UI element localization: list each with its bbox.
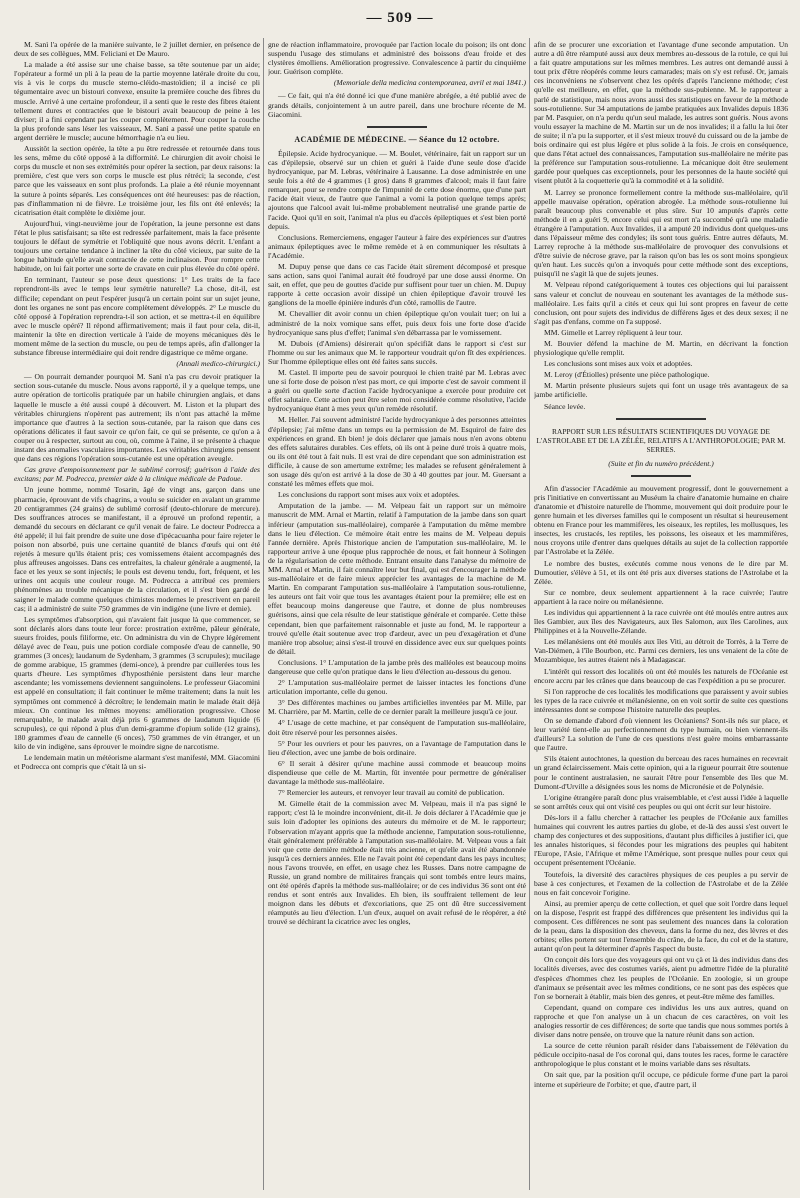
paragraph: L'intérêt qui ressort des localités où ont été moulés les naturels de l'Océanie est encore accru par les crânes que dans beaucoup de cas l'expédition a pu se procurer.	[534, 666, 788, 685]
paragraph: M. Dupuy pense que dans ce cas l'acide était sûrement décomposé et presque sans action, sans quoi l'animal aurait été foudroyé par une dose aussi énorme. On sait, en effet, que peu de gouttes d'acide pur suffisent pour tuer un chien. M. Dupuy rapporte à cette occasion avoir dissipé un chien épileptique d'avoir trouvé les ganglions de la moelle épinière indurés d'un côté, ramollis de l'autre.	[268, 261, 526, 308]
paragraph: M. Dubois (d'Amiens) désirerait qu'on spécifiât dans le rapport si c'est sur l'homme ou sur les animaux que M. le rapporteur voudrait qu'on fît des expériences. Sur l'homme épileptique elles ont été faites sans succès.	[268, 338, 526, 366]
paragraph: Les individus qui appartiennent à la race cuivrée ont été moulés entre autres aux îles Gambier, aux îles des Navigateurs, aux îles Salomon, aux îles Carolines, aux Philippines et à la Nouvelle-Zélande.	[534, 607, 788, 636]
article-title: Cas grave d'empoisonnement par le sublimé corrosif; guérison à l'aide des excitans; par M. Podrecca, premier aide à la clinique médicale de Padoue.	[14, 465, 260, 484]
paragraph: Toutefois, la diversité des caractères physiques de ces peuples a pu servir de base à ces conjectures, et l'examen de la collection de l'Astrolabe et de la Zélée nous en fait concevoir l'origine.	[534, 869, 788, 897]
section-divider	[367, 126, 427, 128]
paragraph: Sur ce nombre, deux seulement appartiennent à la race cuivrée; l'autre appartient à la race noire ou mélanésienne.	[534, 587, 788, 606]
paragraph: M. Chevallier dit avoir connu un chien épileptique qu'on voulait tuer; on lui a administré de la noix vomique sans effet, puis deux fois une forte dose d'acide hydrocyanique sans plus d'effet; l'animal s'en débarrassa par le vomissement.	[268, 309, 526, 337]
section-divider	[631, 475, 691, 477]
paragraph: afin de se procurer une excoriation et l'avantage d'une seconde amputation. Un autre a dû être réamputé aussi aux deux membres au-dessous de la rotule, ce qui lui a fait quatre amputations sur les mêmes membres. Les autres ont demandé aussi à tout prix d'être réopérés comme leurs camarades; mais on s'y est refusé. Or, jamais ces inconvéniens ne s'observent chez les opérés d'après l'ancienne méthode; c'est qu'elle est meilleure, en effet, que la méthode sus-pubienne. M. le rapporteur a parlé de statistique, mais nous avons aussi des statistiques en faveur de la méthode sous-rotulienne. Sur 34 amputations de jambe pratiquées aux Invalides depuis 1836 par M. Pasquier, on n'a perdu qu'un seul malade, les autres sont guéris. Nous avons voulu essayer la machine de M. Martin sur un de nos invalides; il a fallu la lui ôter de suite; il n'a pu la supporter, et il s'est mieux trouvé du cuissard ou de la jambe de bois ordinaire qui est plus légère et plus solide à la fois. Je crois en conséquence, que dans l'état actuel des connaissances, l'amputation sus-malléolaire ne mérite pas la préférence sur l'amputation sous-rotulienne. La mécanique doit être seulement gardée pour quelques cas exceptionnels, pour les personnes de la haute société qui visent plutôt à la coquetterie qu'à la commodité et à la solidité.	[534, 40, 788, 186]
paragraph: S'ils étaient autochtones, la question du berceau des races humaines en recevrait un grand éclaircissement. Mais cette opinion, qui a la rigueur pourrait être soutenue pour le continent australasien, ne saurait l'être pour l'ensemble des îles que M. Dumont-d'Urville a désignées sous les noms de Micronésie et de Polynésie.	[534, 754, 788, 791]
paragraph: M. Heller. J'ai souvent administré l'acide hydrocyanique à des personnes atteintes d'épilepsie; j'ai même dans un temps eu la permission de M. Esquirol de faire des expériences en grand. Eh bien! je dois déclarer que jamais nous n'en avons obtenu des effets salutaires durables. Ces effets, où ils ont à peine duré trois à quatre mois, ou ils ont été tout à fait nuls. Il est vrai de dire cependant que son administration est difficile, à cause de son amertume extrême; les malades se refusent généralement à son usage dès qu'on est arrivé à la dose de 30 à 40 gouttes par jour. M. Guersant a constaté les mêmes effets que moi.	[268, 415, 526, 489]
paragraph: Aussitôt la section opérée, la tête a pu être redressée et retournée dans tous les sens, même du côté opposé à la difformité. Le chirurgien dit avoir choisi le corps du muscle et non ses extrémités pour opérer la section, par deux raisons: la première, c'est que vers son corps le muscle est plus rétréci; la seconde, c'est parce que les vaisseaux en sont plus profonds. La plaie a été réunie moyennant la suture à points séparés. Les conséquences ont été heureuses: pas de réaction, pas d'inflammation ni de fièvre. Le troisième jour, les fils ont été enlevés; la cicatrisation était complète le dixième jour.	[14, 144, 260, 217]
paragraph: — Ce fait, qui n'a été donné ici que d'une manière abrégée, a été publié avec de grands détails, conjointement à un autre pareil, dans une brochure récente de M. Giacomini.	[268, 91, 526, 119]
paragraph: M. Leroy (d'Étiolles) présente une pièce pathologique.	[544, 370, 710, 380]
column-rule-right	[529, 38, 530, 1190]
paragraph: La source de cette réunion paraît résider dans l'abaissement de l'élévation du pédicule occipito-nasal de l'os coronal qui, dans toutes les races, forme le caractère anthropologique le plus constant et le moins variable dans ses résultats.	[534, 1041, 788, 1069]
paragraph: La malade a été assise sur une chaise basse, sa tête soutenue par un aide; l'opérateur a formé un pli à la peau de la partie moyenne latérale droite du cou, vis à vis le corps du muscle sterno-cléido-mastoïdien; il a incisé ce pli tégumentaire avec un bistouri convexe, ensuite la première couche des fibres du muscle. Arrivé à une certaine profondeur, il a senti que le reste des fibres étaient tellement dures et contractées que le bistouri avait beaucoup de peine à les diviser; il a fini cependant par les couper complètement. Pour couper la couche la plus profonde sans léser les vaisseaux, M. Sanì a passé une petite spatule en argent derrière le muscle; aucune hémorrhagie n'a eu lieu.	[14, 60, 260, 142]
paragraph: On conçoit dès lors que des voyageurs qui ont vu çà et là des individus dans des localités diverses, avec des costumes variés, aient pu admettre l'idée de la pluralité d'espèces d'hommes chez les peuples de l'Océanie. En zoologie, si un groupe d'animaux se présentait avec les mêmes conditions, ce ne sont pas des espèces que l'on se bornerait à établir, mais bien des genres, et peut-être même des familles.	[534, 955, 788, 1001]
paragraph: M. Velpeau répond catégoriquement à toutes ces objections qui lui paraissent sans valeur et conclut de nouveau en soutenant les avantages de la méthode sus-malléolaire. Les faits qu'il a cités et ceux qui lui sont propres en faveur de cette conclusion, ont pour sujets des individus de différens âges et des deux sexes; il ne s'agit pas d'enfans, comme on l'a supposé.	[534, 280, 788, 326]
paragraph: M. Gimelle était de la commission avec M. Velpeau, mais il n'a pas signé le rapport; c'est là le moindre inconvénient, dit-il. Je dois déclarer à l'Académie que je suis loin d'adopter les opinions des auteurs du mémoire et de M. le rapporteur; l'observation m'ayant appris que la méthode ancienne, l'amputation sous-rotulienne, était généralement préférable à l'amputation sus-malléolaire. M. Velpeau vous a fait voir que cette dernière méthode était très ancienne, et qu'elle avait été abandonnée jusqu'à ces derniers années. Elle ne l'avait point été cependant dans les pays incultes; nous l'avons trouvée, en effet, en usage chez les Russes. Dans notre campagne de Russie, un grand nombre de militaires français qui sont tombés entre leurs mains, ont été opérés d'après la méthode sus-malléolaire; or de ces individus 36 sont ont été rendus et sont entrés aux Invalides. Eh bien, ils souffraient tellement de leur moignon dans les débuts et d'excoriations, que 25 ont dû être successivement réamputés au lieu d'élection. L'un d'eux, auquel on avait refusé de le réopérer, a été trouvé se déchirant la cicatrice avec les ongles,	[268, 799, 526, 927]
paragraph: En terminant, l'auteur se pose deux questions: 1° Les traits de la face reprendront-ils avec le temps leur symétrie naturelle? La chose, dit-il, est difficile; cependant on peut l'espérer jusqu'à un certain point sur un sujet jeune, dont les organes ne sont pas encore complètement développés. 2° Le muscle du côté opposé à l'opération reprendra-t-il son action, et se mettra-t-il en équilibre avec le muscle opéré? Il répond affirmativement; mais il faut pour cela, dit-il, maintenir la tête en direction verticale à l'aide de moyens mécaniques dès le moment même de la section du muscle, ou peu de temps après, afin d'allonger la substance fibreuse intermédiaire qui doit rendre digastrique ce même organe.	[14, 275, 260, 358]
paragraph: Séance levée.	[544, 401, 586, 411]
column-right	[534, 40, 788, 1190]
paragraph: Ainsi, au premier aperçu de cette collection, et quel que soit l'ordre dans lequel on la dispose, l'esprit est frappé des différences que présentent les individus qui la composent. Ces différences ne sont pas seulement des nuances dans la coloration de la peau, dans la disposition des cheveux, dans la forme du nez, des lèvres et des orbites; elles portent sur tout l'ensemble du crâne, de la face, du col et de la stature, autant qu'on peut la déterminer d'après l'aspect du buste.	[534, 898, 788, 954]
paragraph: M. Castel. Il importe peu de savoir pourquoi le chien traité par M. Lebras avec une si forte dose de poison n'est pas mort, ce qui importe c'est de savoir comment il a guéri ou quelle sorte d'action l'acide hydrocyanique a exercée pour produire cet effet salutaire. Cette action peut être selon moi considérée comme résolutive, l'acide hydrocyanique étant à mes yeux qu'un remède résolutif.	[268, 368, 526, 414]
paragraph: Si l'on rapproche de ces localités les modifications que paraissent y avoir subies les types de la race cuivrée et mélanésienne, on en voit sortir de suite ces questions intéressantes dont se compose l'histoire naturelle des peuples.	[534, 686, 788, 714]
paragraph: Les conclusions sont mises aux voix et adoptées.	[544, 359, 693, 369]
source-citation: (Memoriale della medicina contemporanea, avril et mai 1841.)	[333, 78, 526, 88]
paragraph: 2° L'amputation sus-malléolaire permet de laisser intactes les fonctions d'une articulation importante, celle du genou.	[268, 678, 526, 697]
page-number: — 509 —	[366, 10, 434, 26]
column-rule-left	[263, 38, 264, 1190]
paragraph: 4° L'usage de cette machine, et par conséquent de l'amputation sus-malléolaire, doit être réservé pour les personnes aisées.	[268, 718, 526, 737]
paragraph: Dès-lors il a fallu chercher à rattacher les peuples de l'Océanie aux familles humaines qui couvrent les autres parties du globe, et de-là des aussi s'est ouvert le champ des conjectures et des suppositions, d'autant plus difficiles à justifier ici, que les annales historiques, si fécondes pour les migrations des peuples qui habitent l'Europe, l'Asie, l'Afrique et même l'Amérique, sont presque nulles pour ceux qui occupent présentement l'Océanie.	[534, 812, 788, 868]
paragraph: M. Bouvier défend la machine de M. Martin, en décrivant la fonction physiologique qu'elle remplit.	[534, 339, 788, 358]
paragraph: On sait que, par la position qu'il occupe, ce pédicule forme d'une part la paroi interne et supérieure de l'orbite; et que, d'autre part, il	[534, 1070, 788, 1089]
column-left	[14, 40, 260, 1190]
paragraph: Le lendemain matin un météorisme alarmant s'est manifesté, MM. Giacomini et Podrecca ont compris que c'était là un si-	[14, 753, 260, 772]
paragraph: 5° Pour les ouvriers et pour les pauvres, on a l'avantage de l'amputation dans le lieu d'élection, avec une jambe de bois ordinaire.	[268, 738, 526, 757]
paragraph: Les symptômes d'absorption, qui n'avaient fait jusque là que commencer, se sont déclarés alors dans toute leur force: prostration extrême, pâleur générale, sueurs froides, pouls filiforme, etc. On administra du vin de Chypre légèrement délayé avec de l'eau, puis une potion cordiale composée d'eau de cannelle, 90 grammes (3 onces); laudanum de Sydenham, 3 grammes (3 scrupules); mucilage de gomme arabique, 15 grammes (demi-once), à prendre par cuillerées tous les quarts d'heure. Les symptômes d'hyposthénie persistent dans leur marche ascendante; les vomissemens deviennent sanguinolens. Le professeur Giacomini est appelé en consultation; il fait continuer le même traitement; dans la nuit les symptômes ont commencé à décroître; le lendemain matin le malade était déjà mieux. On continue les mêmes moyens: amélioration progressive. Chose remarquable, le malade avait déjà pris 6 grammes de laudanum liquide (6 scrupules), ce qui répond à plus d'un demi-gramme d'opium solide (12 grains), 180 grammes d'eau de cannelle (6 onces), 750 grammes de vin étranger, et un kilo de vin indigène, sans éprouver le moindre signe de narcotisme.	[14, 614, 260, 752]
paragraph: L'origine étrangère paraît donc plus vraisemblable, et c'est aussi l'idée à laquelle se sont arrêtés ceux qui ont visité ces peuples ou qui ont écrit sur leur histoire.	[534, 792, 788, 811]
paragraph: Aujourd'hui, vingt-neuvième jour de l'opération, la jeune personne est dans l'état le plus satisfaisant; sa tête est redressée parfaitement, mais la face présente toujours le défaut de symétrie et l'obliquité que nous avons décrit. L'enfant a toujours une certaine tendance à incliner la tête du côté vicieux, par suite de la longue habitude qu'elle avait contractée de cette inclinaison. Pour rompre cette habitude, on lui fait porter une sorte de cravate en cuir plus élevée du côté opéré.	[14, 218, 260, 274]
paragraph: Les conclusions du rapport sont mises aux voix et adoptées.	[278, 490, 460, 500]
continuation-note: (Suite et fin du numéro précédent.)	[608, 458, 714, 468]
paragraph: M. Sanì l'a opérée de la manière suivante, le 2 juillet dernier, en présence de deux de ses collègues, MM. Feliciani et De Mauro.	[14, 40, 260, 59]
section-heading: ACADÉMIE DE MÉDECINE. — Séance du 12 octobre.	[294, 134, 500, 144]
paragraph: 3° Des différentes machines ou jambes artificielles inventées par M. Mille, par M. Charrière, par M. Martin, celle de ce dernier paraît la meilleure jusqu'à ce jour.	[268, 698, 526, 717]
source-citation: (Annali medico-chirurgici.)	[176, 359, 260, 369]
paragraph: 7° Remercier les auteurs, et renvoyer leur travail au comité de publication.	[278, 788, 505, 798]
paragraph: MM. Gimelle et Larrey répliquent à leur tour.	[544, 327, 683, 337]
paragraph: Les mélanésiens ont été moulés aux îles Viti, au détroit de Torrès, à la Terre de Van-Diémen, à l'île Bourbon, etc. Parmi ces derniers, les uns venaient de la côte de Mozambique, les autres étaient nés à Madagascar.	[534, 637, 788, 665]
paragraph: M. Larrey se prononce formellement contre la méthode sus-malléolaire, qu'il appelle mauvaise opération, opération abrogée. La méthode sous-rotulienne lui paraît beaucoup plus convenable et plus sûre. Sur 10 amputés d'après cette méthode il en a guéri 9, encore celui qui est mort n'a succombé qu'à une maladie étrangère à l'amputation. Aux Invalides, il a amputé 20 individus dont quelques-uns dans l'épaisseur même des condyles; ils sont tous guéris. Entre autres défauts, M. Larrey reproche à la méthode sus-malléolaire de provoquer des convulsions et d'être suivie de nécrose grave, par la raison qu'on bas les os sont moins spongieux qu'en haut. Les succès qu'on a invoqués pour cette méthode sont des exceptions, puisqu'il ne s'agit là que de sujets jeunes.	[534, 187, 788, 279]
section-heading: RAPPORT SUR LES RÉSULTATS SCIENTIFIQUES DU VOYAGE DE L'ASTROLABE ET DE LA ZÉLÉE, RELATIFS A L'ANTHROPOLOGIE; PAR M. SERRES.	[536, 426, 786, 454]
paragraph: gne de réaction inflammatoire, provoquée par l'action locale du poison; ils ont donc suspendu l'usage des stimulans et administré des boissons d'eau froide et des clystères émolliens. Amélioration progressive. Convalescence à partir du cinquième jour. Guérison complète.	[268, 40, 526, 77]
paragraph: — On pourrait demander pourquoi M. Sanì n'a pas cru devoir pratiquer la section sous-cutanée du muscle. Nous avons rapporté, il y a quelque temps, une autre opération de torticolis pratiquée par un habile chirurgien anglais, et dans laquelle le muscle a été aussi coupé à découvert. M. Liston et la plupart des véritables chirurgiens n'opèrent pas autrement; ils n'ont pas attaché la même importance que d'autres à la section sous-cutanée, par la raison que dans ces opérations délicates il faut savoir ce qu'on fait, ce qui se présente, ce qu'on a à couper ou à respecter, surtout au cou, où, comme à l'aine, il se présente à chaque instant des anomalies vasculaires importantes. Les véritables chirurgiens pensent que dans ces régions l'opération sous-cutanée est une opération aveugle.	[14, 372, 260, 464]
paragraph: M. Martin présente plusieurs sujets qui font un usage très avantageux de sa jambe artificielle.	[534, 381, 788, 400]
paragraph: Cependant, quand on compare ces individus les uns aux autres, quand on rapproche et que l'on analyse un à un chacun de ces caractères, on voit les analogies ressortir de ces différences; de sorte que tandis que nous sommes portés à diviser dans notre pensée, on trouve que la nature réunit dans son action.	[534, 1002, 788, 1040]
paragraph: Amputation de la jambe. — M. Velpeau fait un rapport sur un mémoire manuscrit de MM. Arnal et Martin, relatif à l'amputation de la jambe dans son quart inférieur (amputation sus-malléolaire), comparée à l'amputation du même membre dans le lieu d'élection. Ce mémoire était entre les mains de M. Velpeau depuis l'année dernière. Après l'historique ancien de l'amputation sus-malléolaire, M. le rapporteur arrive à une époque plus rapprochée de nous, et fait honneur à Solingen de la régularisation de cette méthode. Entrant ensuite dans l'analyse du mémoire de MM. Arnal et Martin, il fait connaître leur but final, qui est d'encourager la méthode sus-malléolaire et de faire mieux apprécier les avantages de la machine de M. Martin. En comparant l'amputation sus-malléolaire à l'amputation sous-rotulienne, les auteurs ont fait voir que tous les avantages étaient pour la première; elle est en effet beaucoup moins dangereuse que l'autre, et donne de plus nombreuses guérisons, ainsi que cela résulte de leur statistique générale et comparée. Cette thèse cependant, bien que parfaitement raisonnable et juste au fond, M. le rapporteur a trouvé qu'elle était soutenue avec trop d'ardeur, avec un peu d'exagération et d'une manière trop absolue; ainsi s'est-il trouvé en dissidence avec eux sur quelques points de détail.	[268, 501, 526, 656]
paragraph: Le nombre des bustes, exécutés comme nous venons de le dire par M. Dumoutier, s'élève à 51, et ils ont été pris aux diverses stations de l'Astrolabe et la Zélée.	[534, 558, 788, 586]
paragraph: Conclusions. Remerciemens, engager l'auteur à faire des expériences sur d'autres animaux épileptiques avec le même remède et à en communiquer les résultats à l'Académie.	[268, 232, 526, 260]
column-middle	[268, 40, 526, 1190]
section-divider	[616, 418, 706, 420]
paragraph: On se demande d'abord d'où viennent les Océaniens? Sont-ils nés sur place, et leur variété tient-elle au perfectionnement du type humain, ou bien viennent-ils d'ailleurs? La solution de l'une de ces questions n'est guère moins embarrassante que l'autre.	[534, 716, 788, 753]
paragraph: Afin d'associer l'Académie au mouvement progressif, dont le gouvernement a pris l'initiative en convertissant au Muséum la chaire d'anatomie humaine en chaire d'anatomie et d'histoire naturelle de l'homme, mouvement qui doit produire pour le genre humain et les diverses familles qui le composent un résultat si heureusement obtenu en France pour les mammifères, les oiseaux, les reptiles, les mollusques, les insectes, les crustacés, les reptiles, les poissons, les oiseaux et les mammifères, nous croyons utile d'entrer dans quelques détails au sujet de la collection rapportée par l'Astrolabe et la Zélée.	[534, 483, 788, 557]
paragraph: Épilepsie. Acide hydrocyanique. — M. Boulet, vétérinaire, fait un rapport sur un cas d'épilepsie, observé sur un chien et guéri à l'aide d'une seule dose d'acide hydrocyanique, par M. Lebras, vétérinaire à Lausanne. La dose administrée en une seule fois a été de 4 grammes (1 gros) dans 8 grammes d'alcool; mais il faut faire remarquer, pour se rendre compte de l'impunité de cette dose énorme, que d'une part l'acide était vieux, de l'autre que l'animal a vomi la potion quelque temps après; ajoutons que l'alcool avait lui-même probablement neutralisé une grande partie de l'acide. Quoi qu'il en soit, l'animal n'a plus eu d'accès épileptiques et s'est bien porté depuis.	[268, 148, 526, 231]
paragraph: 6° Il serait à désirer qu'une machine aussi commode et beaucoup moins dispendieuse que celle de M. Martin, fût inventée pour permettre de généraliser davantage la méthode sus-malléolaire.	[268, 758, 526, 787]
paragraph: Un jeune homme, nommé Tosarin, âgé de vingt ans, garçon dans une pharmacie, éprouvant de vifs chagrins, a voulu se suicider en avalant un gramme 20 centigrammes (24 grains) de sublimé corrosif (deuto-chlorure de mercure). Des souffrances atroces se manifestant, il a éprouvé un profond repentir, a demandé du secours en déclarant ce qu'il venait de faire. Le docteur Podrecca a été appelé; il lui fait prendre de suite une dose d'ipécacuanha pour faire rejeter le poison non absorbé, puis une certaine quantité de blancs d'œufs qui ont été rejetés à mesure qu'ils étaient pris; ces vomissemens étaient accompagnés des plus affreuses angoisses. Dans ces entrefaites, la chaleur générale a augmenté, la face et les yeux se sont injectés; le pouls est devenu tendu, fort, fréquent, et les urines ont acquis une couleur rouge. M. Podrecca a attribué ces premiers phénomènes au trouble mécanique de la circulation, et il s'est bien gardé de saigner le malade comme quelques chimistes modernes le prescrivent en pareil cas; il a administré de suite 750 grammes de vin indigène (une livre et demie).	[14, 485, 260, 613]
paragraph: Conclusions. 1° L'amputation de la jambe près des malléoles est beaucoup moins dangereuse que celle qu'on pratique dans le lieu d'élection au-dessous du genou.	[268, 657, 526, 676]
